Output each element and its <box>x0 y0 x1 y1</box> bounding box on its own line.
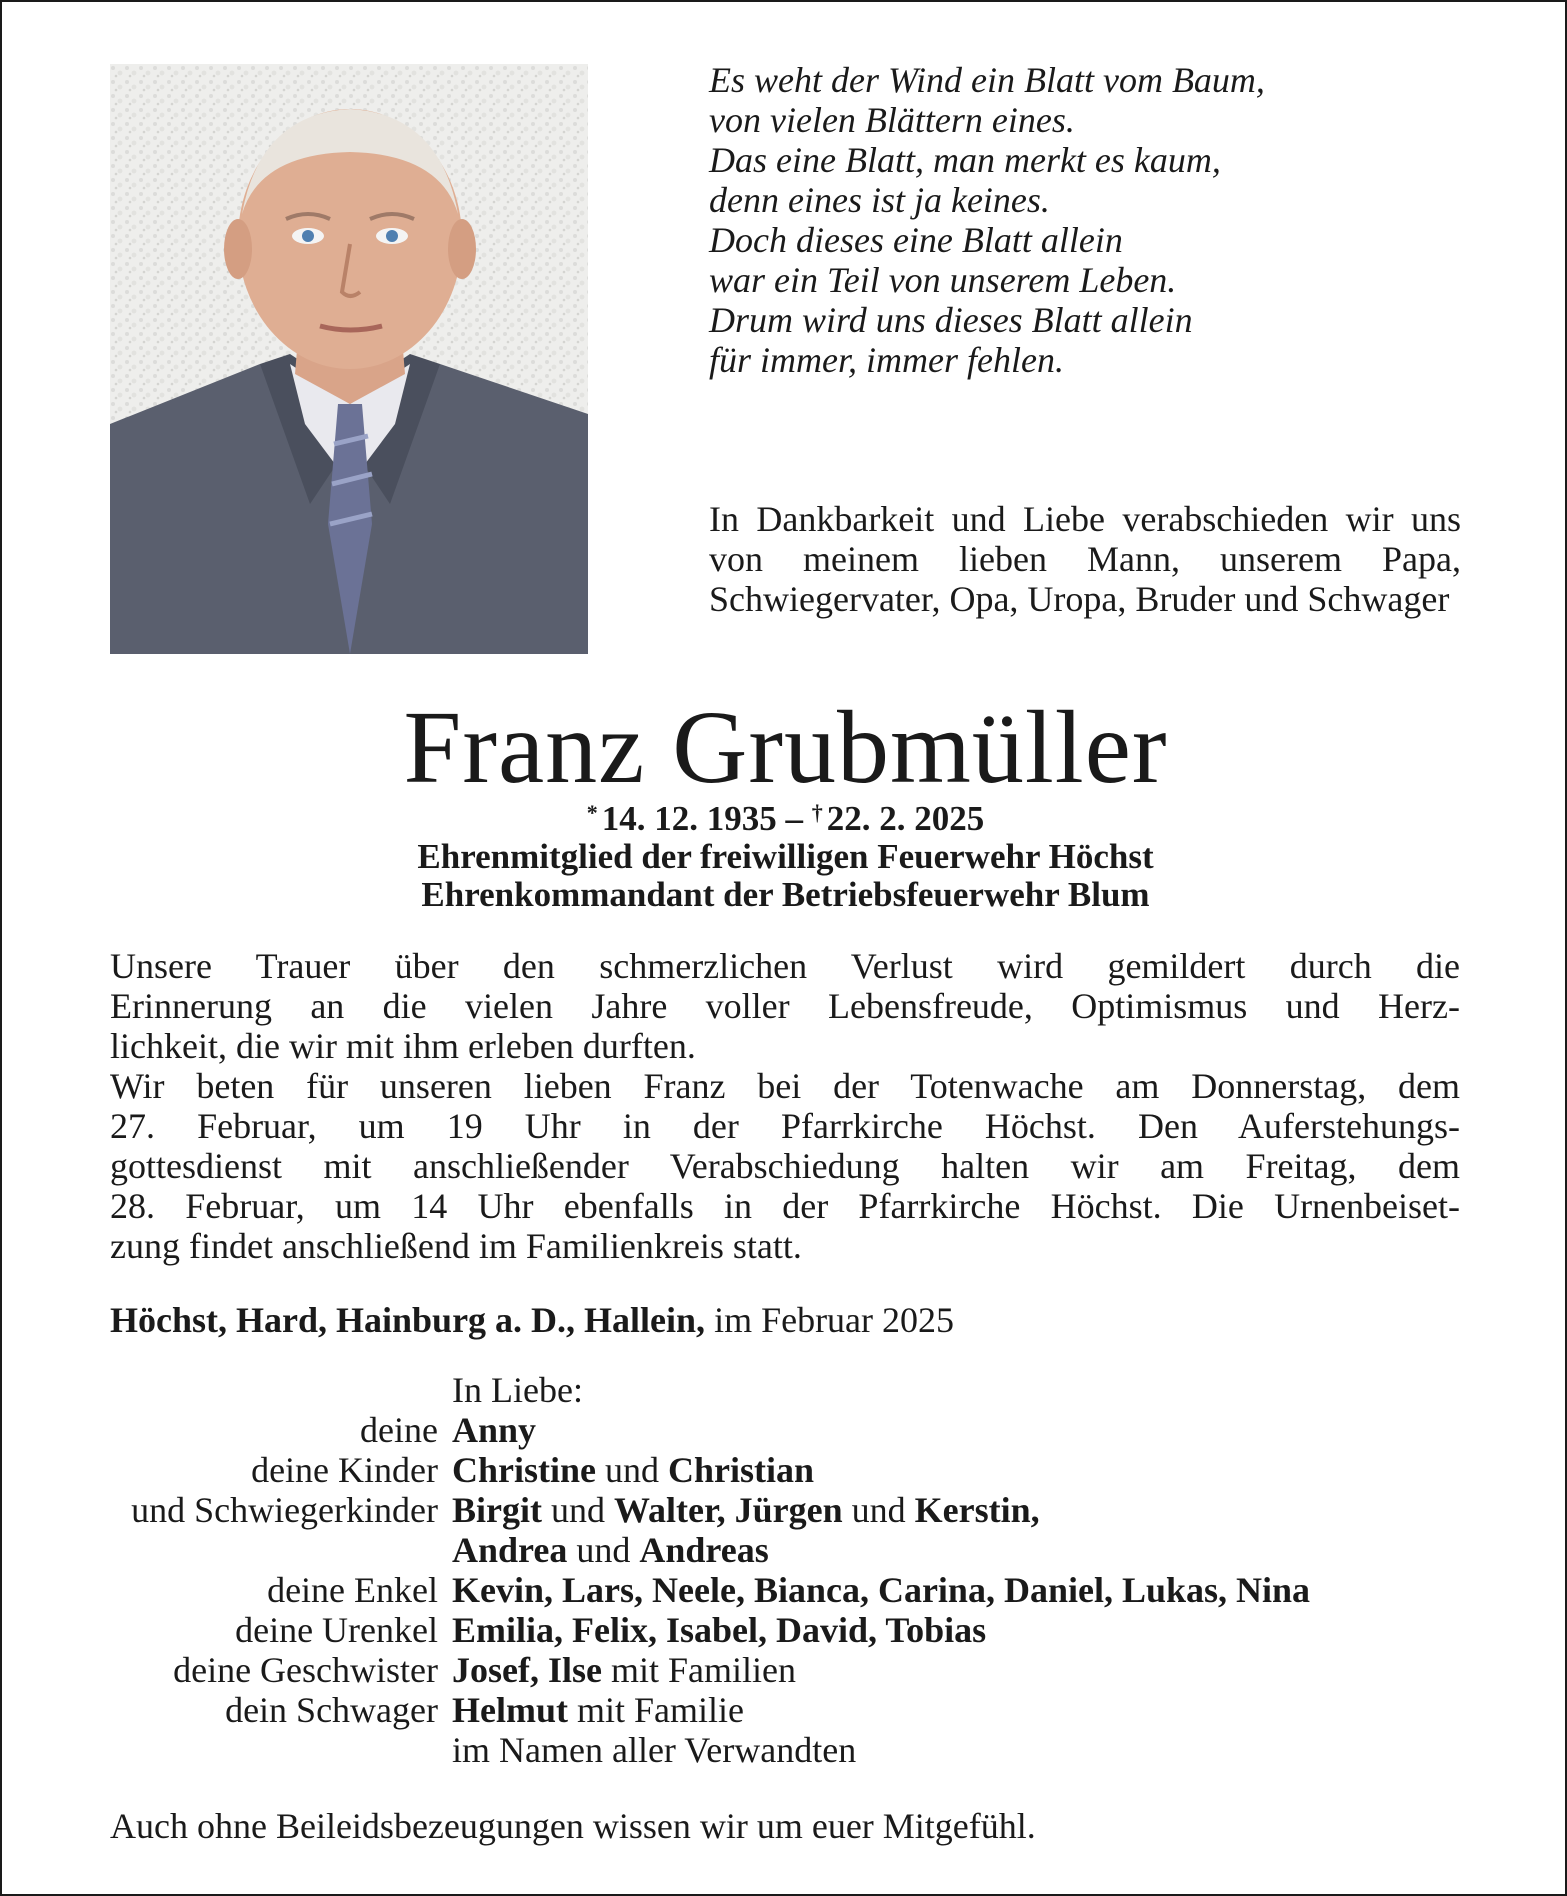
poem-line: Das eine Blatt, man merkt es kaum, <box>709 140 1221 180</box>
farewell-intro: In Dankbarkeit und Liebe verabschieden wir uns von meinem lieben Mann, unserem Papa, Schwiegervater, Opa, Uropa, Bruder und Schwager <box>709 499 1461 619</box>
text-line: zung findet anschließend im Familienkreis statt. <box>110 1226 802 1266</box>
family-member-name: Birgit <box>452 1490 542 1530</box>
family-relation: deine <box>360 1410 438 1450</box>
family-relation: deine Kinder <box>251 1450 438 1490</box>
family-names <box>452 1410 1502 1450</box>
family-connector: mit Familie <box>567 1690 744 1730</box>
portrait-photo-icon <box>110 64 588 654</box>
family-names <box>452 1730 1502 1770</box>
text-line: 27. Februar, um 19 Uhr in der Pfarrkirche Höchst. Den Auferstehungs- <box>110 1106 1460 1146</box>
poem-line: Doch dieses eine Blatt allein <box>709 220 1123 260</box>
family-row <box>62 1690 1502 1730</box>
family-relation: deine Enkel <box>267 1570 438 1610</box>
family-relation: deine Geschwister <box>173 1650 438 1690</box>
family-row <box>62 1450 1502 1490</box>
family-relation: und Schwiegerkinder <box>131 1490 438 1530</box>
closing-line: Auch ohne Beileidsbezeugungen wissen wir um euer Mitgefühl. <box>110 1806 1036 1846</box>
family-member-name: Walter, Jürgen <box>613 1490 843 1530</box>
family-member-name: Andrea <box>452 1530 568 1570</box>
poem-line: denn eines ist ja keines. <box>709 180 1050 220</box>
portrait-photo <box>110 64 588 654</box>
family-connector: im Namen aller Verwandten <box>452 1730 857 1770</box>
text-line: gottesdienst mit anschließender Verabschiedung halten wir am Freitag, dem <box>110 1146 1460 1186</box>
date-text: im Februar 2025 <box>705 1300 955 1340</box>
family-member-name: Christine <box>452 1450 596 1490</box>
text-line: Unsere Trauer über den schmerzlichen Verlust wird gemildert durch die <box>110 946 1460 986</box>
family-member-name: Anny <box>452 1410 537 1450</box>
text-line: Erinnerung an die vielen Jahre voller Lebensfreude, Optimismus und Herz- <box>110 986 1460 1026</box>
family-names <box>452 1650 1502 1690</box>
family-row <box>62 1530 1502 1570</box>
family-relation <box>62 1730 452 1770</box>
poem-line: von vielen Blättern eines. <box>709 100 1075 140</box>
honors-block <box>2 794 1567 914</box>
poem-line: Es weht der Wind ein Blatt vom Baum, <box>709 60 1265 100</box>
poem-line: für immer, immer fehlen. <box>709 340 1064 380</box>
family-row <box>62 1730 1502 1770</box>
poem <box>709 60 1469 380</box>
family-names <box>452 1490 1502 1530</box>
birth-date: 14. 12. 1935 <box>601 799 777 838</box>
family-names <box>452 1530 1502 1570</box>
family-row <box>62 1410 1502 1450</box>
honor-line: Ehrenkommandant der Betriebsfeuerwehr Blum <box>421 875 1150 914</box>
honor-line: Ehrenmitglied der freiwilligen Feuerwehr Höchst <box>417 837 1154 876</box>
family-heading-row <box>62 1370 1502 1410</box>
family-member-name: Kerstin, <box>914 1490 1040 1530</box>
birth-symbol: * <box>586 800 598 825</box>
places-and-date <box>110 1300 1460 1340</box>
family-row <box>62 1570 1502 1610</box>
family-member-name: Kevin, Lars, Neele, Bianca, Carina, Daniel, Lukas, Nina <box>452 1570 1311 1610</box>
family-heading: In Liebe: <box>452 1370 583 1410</box>
family-row <box>62 1650 1502 1690</box>
family-connector: und <box>567 1530 640 1570</box>
family-rows <box>62 1410 1502 1770</box>
family-member-name: Josef, Ilse <box>452 1650 602 1690</box>
family-member-name: Andreas <box>639 1530 769 1570</box>
family-connector: mit Familien <box>601 1650 796 1690</box>
family-list <box>62 1370 1502 1770</box>
poem-line: war ein Teil von unserem Leben. <box>709 260 1177 300</box>
life-dates <box>2 794 1567 838</box>
deceased-name: Franz Grubmüller <box>403 690 1168 805</box>
family-names <box>452 1690 1502 1730</box>
places: Höchst, Hard, Hainburg a. D., Hallein, <box>110 1300 706 1340</box>
date-separator: – <box>776 799 812 838</box>
death-symbol: † <box>811 800 823 825</box>
text-line: 28. Februar, um 14 Uhr ebenfalls in der Pfarrkirche Höchst. Die Urnenbeiset- <box>110 1186 1460 1226</box>
family-member-name: Emilia, Felix, Isabel, David, Tobias <box>452 1610 987 1650</box>
family-names <box>452 1610 1502 1650</box>
family-connector: und <box>541 1490 614 1530</box>
family-connector: und <box>596 1450 668 1490</box>
family-names <box>452 1570 1502 1610</box>
family-row <box>62 1610 1502 1650</box>
text-line: Wir beten für unseren lieben Franz bei der Totenwache am Donnerstag, dem <box>110 1066 1460 1106</box>
family-relation: dein Schwager <box>225 1690 438 1730</box>
death-date: 22. 2. 2025 <box>826 799 985 838</box>
family-names <box>452 1450 1502 1490</box>
family-connector: und <box>842 1490 915 1530</box>
announcement-text <box>110 946 1460 1266</box>
family-relation: deine Urenkel <box>235 1610 438 1650</box>
family-member-name: Christian <box>668 1450 815 1490</box>
text-line: lichkeit, die wir mit ihm erleben durften. <box>110 1026 696 1066</box>
family-row <box>62 1490 1502 1530</box>
family-relation <box>62 1530 452 1570</box>
family-member-name: Helmut <box>452 1690 568 1730</box>
poem-line: Drum wird uns dieses Blatt allein <box>709 300 1193 340</box>
